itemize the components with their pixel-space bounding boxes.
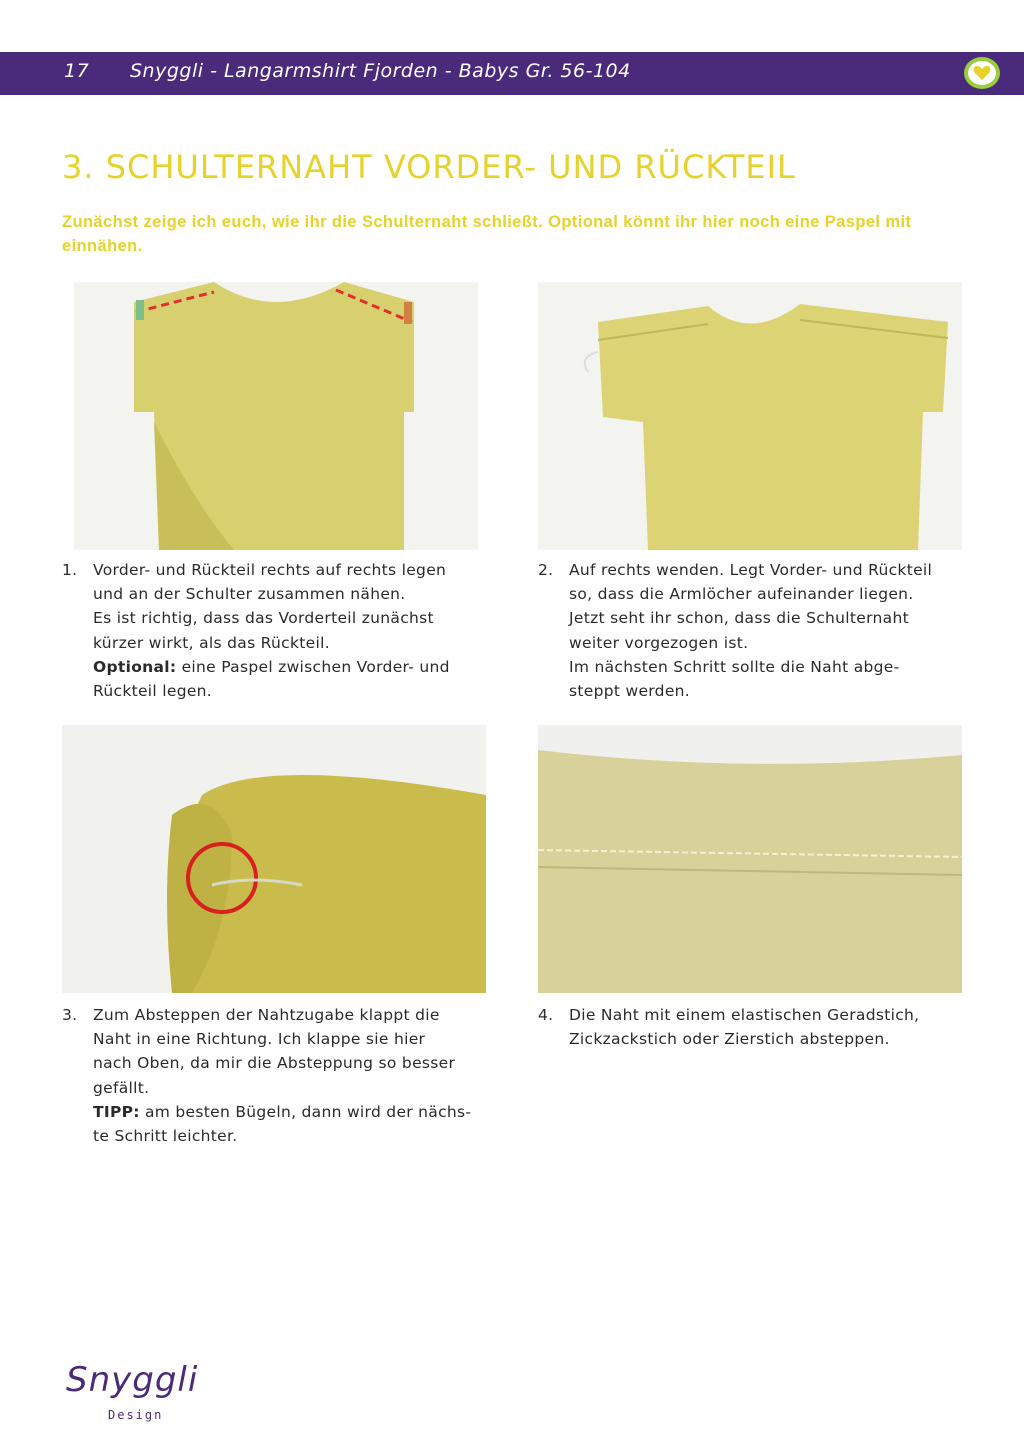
section-title: 3. SCHULTERNAHT VORDER- UND RÜCKTEIL: [62, 148, 796, 186]
heart-badge: [964, 57, 1000, 89]
step-3-line: Zum Absteppen der Nahtzugabe klappt die: [93, 1006, 440, 1024]
snyggli-logo: [66, 1360, 199, 1430]
step-3-tip-line: [93, 1100, 513, 1124]
section-intro: Zunächst zeige ich euch, wie ihr die Schulternaht schließt. Optional könnt ihr hier noch eine Paspel mit einnähen.: [62, 213, 912, 255]
step-1-line: kürzer wirkt, als das Rückteil.: [93, 633, 330, 652]
step-1-number: 1.: [62, 561, 78, 579]
step-2-line: so, dass die Armlöcher aufeinander liegen.: [569, 585, 914, 604]
step-4-line: Die Naht mit einem elastischen Geradstich,: [569, 1006, 920, 1024]
step-2-line: steppt werden.: [569, 682, 691, 701]
step-2: [538, 558, 998, 708]
tip-text: am besten Bügeln, dann wird der nächs-: [139, 1102, 472, 1121]
optional-label: Optional:: [93, 657, 177, 676]
step-2-line: Im nächsten Schritt sollte die Naht abge-: [569, 657, 900, 676]
step-2-number: 2.: [538, 561, 554, 579]
step-1-photo: [74, 282, 478, 550]
logo-sub: Design: [108, 1408, 164, 1422]
step-4-photo: [538, 725, 962, 993]
optional-text: eine Paspel zwischen Vorder- und: [176, 657, 450, 676]
step-1-line: Es ist richtig, dass das Vorderteil zunächst: [93, 609, 434, 628]
step-4-number: 4.: [538, 1006, 554, 1024]
step-1-line: Vorder- und Rückteil rechts auf rechts legen: [93, 561, 447, 579]
step-1: [62, 558, 522, 708]
step-3-line: Naht in eine Richtung. Ich klappe sie hier: [93, 1030, 426, 1049]
step-3-photo: [62, 725, 486, 993]
step-2-photo: [538, 282, 962, 550]
step-1-optional-line: [93, 655, 513, 679]
step-3-number: 3.: [62, 1006, 78, 1024]
step-3-line: te Schritt leichter.: [93, 1127, 238, 1146]
step-1-line: Rückteil legen.: [93, 682, 213, 701]
step-4-line: Zickzackstich oder Zierstich absteppen.: [569, 1030, 890, 1049]
page-number: 17: [64, 60, 90, 82]
step-2-line: Jetzt seht ihr schon, dass die Schulternaht: [569, 609, 909, 628]
tip-label: TIPP:: [93, 1102, 140, 1121]
step-2-line: weiter vorgezogen ist.: [569, 633, 749, 652]
step-3-line: nach Oben, da mir die Absteppung so besser: [93, 1054, 456, 1073]
step-3: [62, 1003, 522, 1153]
heart-icon: [973, 65, 991, 81]
logo-word: Snyggli: [66, 1360, 199, 1400]
step-1-line: und an der Schulter zusammen nähen.: [93, 585, 406, 604]
step-4: [538, 1003, 998, 1063]
document-title: Snyggli - Langarmshirt Fjorden - Babys Gr. 56-104: [130, 60, 631, 82]
step-2-line: Auf rechts wenden. Legt Vorder- und Rückteil: [569, 561, 933, 579]
step-3-line: gefällt.: [93, 1078, 150, 1097]
